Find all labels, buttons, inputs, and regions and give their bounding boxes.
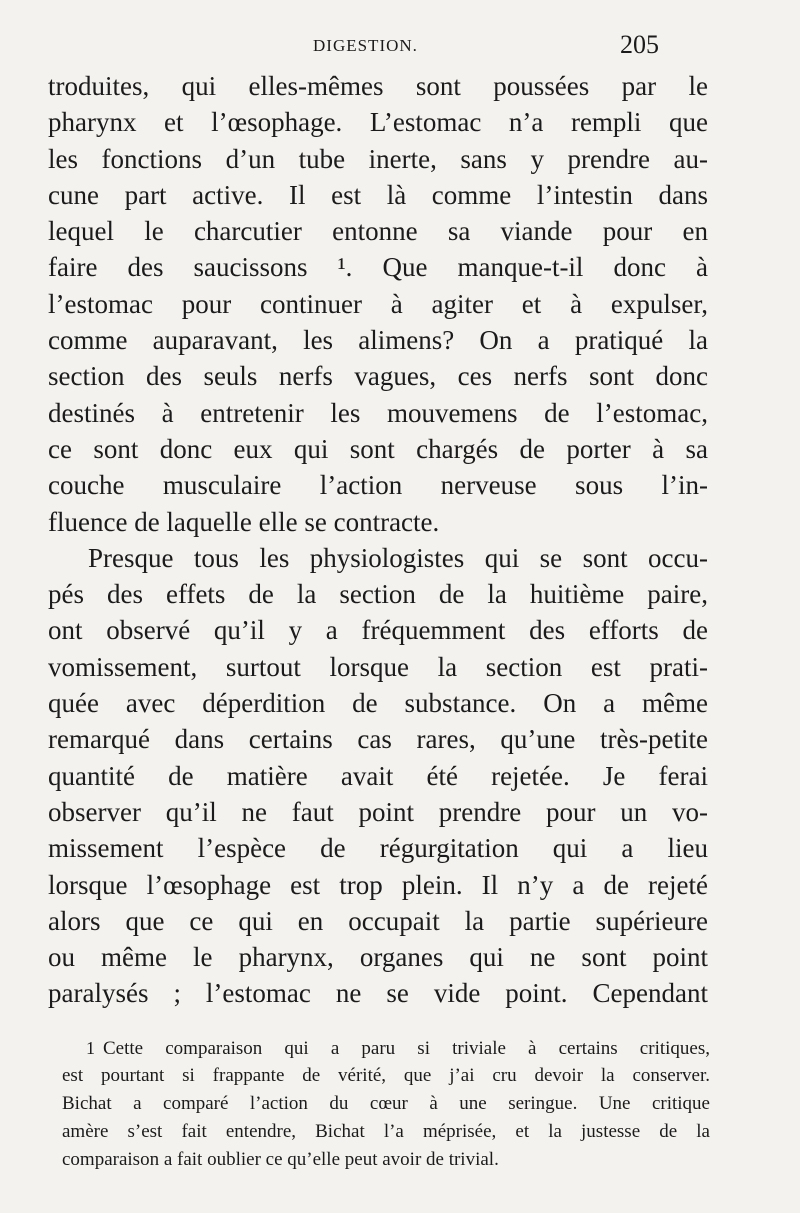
text-line: pharynx et l’œsophage. L’estomac n’a rempli que: [48, 107, 708, 138]
text-line: section des seuls nerfs vagues, ces nerfs sont donc: [48, 361, 708, 392]
text-line: comme auparavant, les alimens? On a pratiqué la: [48, 325, 708, 356]
paragraph-end-line: fluence de laquelle elle se contracte.: [48, 506, 440, 537]
text-line: lorsque l’œsophage est trop plein. Il n’y a de rejeté: [48, 869, 708, 900]
text-line: les fonctions d’un tube inerte, sans y prendre au-: [48, 143, 708, 174]
footnote-line-text: Cette comparaison qui a paru si triviale à certains critiques,: [103, 1038, 710, 1059]
text-line: remarqué dans certains cas rares, qu’une très-petite: [48, 724, 708, 755]
text-line: couche musculaire l’action nerveuse sous l’in-: [48, 470, 708, 501]
paragraph-start-line: Presque tous les physiologistes qui se sont occu-: [88, 542, 708, 573]
text-line: l’estomac pour continuer à agiter et à expulser,: [48, 288, 708, 319]
footnote-line: est pourtant si frappante de vérité, que j’ai cru devoir la conserver.: [62, 1065, 710, 1086]
text-line: faire des saucissons ¹. Que manque-t-il donc à: [48, 252, 708, 283]
text-line: troduites, qui elles-mêmes sont poussées par le: [48, 71, 708, 101]
text-line: ont observé qu’il y a fréquemment des efforts de: [48, 615, 708, 646]
footnote: [62, 1034, 710, 1174]
body-text: [48, 68, 708, 1012]
text-line: vomissement, surtout lorsque la section est prati-: [48, 651, 708, 682]
page-header: [0, 30, 800, 60]
text-line: destinés à entretenir les mouvemens de l’estomac,: [48, 397, 708, 428]
page-number: 205: [620, 30, 659, 59]
text-line: observer qu’il ne faut point prendre pour un vo-: [48, 796, 708, 827]
footnote-marker: 1: [86, 1038, 95, 1058]
text-line: cune part active. Il est là comme l’intestin dans: [48, 179, 708, 210]
running-head: DIGESTION.: [313, 36, 418, 55]
text-line: quantité de matière avait été rejetée. Je ferai: [48, 760, 708, 791]
text-line: quée avec déperdition de substance. On a même: [48, 688, 708, 719]
text-line: paralysés ; l’estomac ne se vide point. Cependant: [48, 978, 708, 1009]
text-line: ce sont donc eux qui sont chargés de porter à sa: [48, 433, 708, 464]
footnote-line: [62, 1034, 710, 1062]
footnote-line: comparaison a fait oublier ce qu’elle peut avoir de trivial.: [62, 1149, 499, 1170]
text-line: alors que ce qui en occupait la partie supérieure: [48, 905, 708, 936]
text-line: pés des effets de la section de la huitième paire,: [48, 579, 708, 610]
text-line: ou même le pharynx, organes qui ne sont point: [48, 942, 708, 973]
text-line: lequel le charcutier entonne sa viande pour en: [48, 216, 708, 247]
text-line: missement l’espèce de régurgitation qui a lieu: [48, 833, 708, 864]
footnote-line: amère s’est fait entendre, Bichat l’a méprisée, et la justesse de la: [62, 1121, 710, 1142]
footnote-line: Bichat a comparé l’action du cœur à une seringue. Une critique: [62, 1093, 710, 1114]
